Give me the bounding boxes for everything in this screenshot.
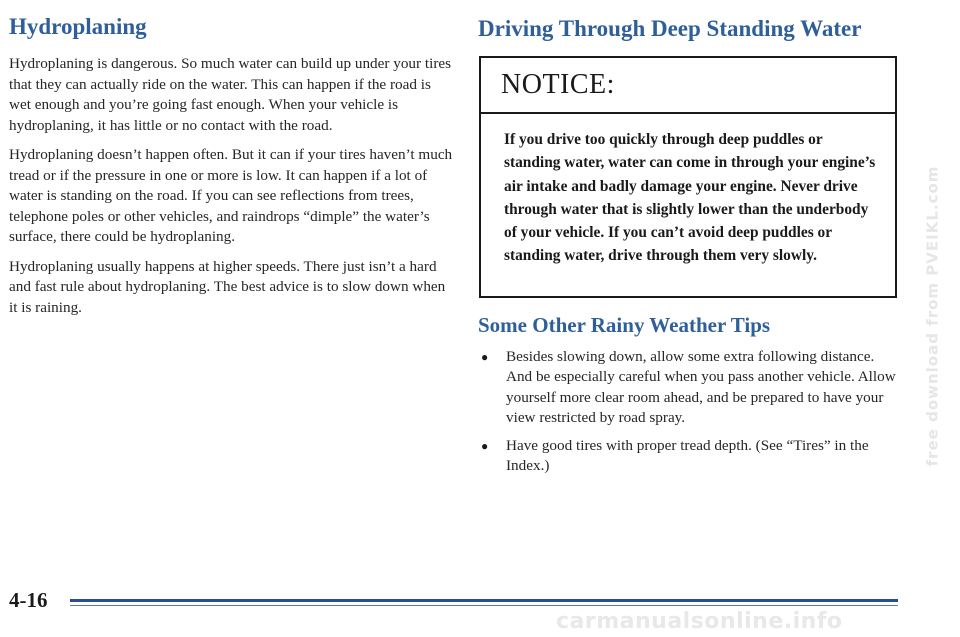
notice-title: NOTICE: bbox=[501, 69, 615, 100]
notice-title-bar bbox=[481, 58, 895, 114]
rainy-tips-list bbox=[480, 347, 900, 485]
rainy-tips-heading: Some Other Rainy Weather Tips bbox=[478, 313, 771, 337]
side-watermark bbox=[908, 20, 956, 612]
hydroplaning-paragraph-1: Hydroplaning is dangerous. So much water can build up under your tires that they can actually ride on the water. This can happen if the road is wet enough and you’re going fast enough. When your vehicle is hydroplaning, it has little or no contact with the road. bbox=[9, 55, 452, 134]
page-number: 4-16 bbox=[9, 588, 48, 612]
list-item bbox=[480, 347, 900, 428]
bullet-icon: ● bbox=[481, 439, 489, 454]
list-item bbox=[480, 436, 900, 477]
side-watermark-text: free download from PVEIKL.com bbox=[923, 165, 942, 467]
footer-rule-thin bbox=[70, 605, 898, 606]
hydroplaning-paragraph-3: Hydroplaning usually happens at higher speeds. There just isn’t a hard and fast rule about hydroplaning. The best advice is to slow down when it is raining. bbox=[9, 257, 446, 316]
hydroplaning-section bbox=[9, 54, 454, 327]
footer-rule bbox=[70, 599, 898, 602]
bullet-icon: ● bbox=[481, 350, 489, 364]
tip-text: Besides slowing down, allow some extra following distance. And be especially careful when you pass another vehicle. Allow yourself more clear room ahead, and be prepared to have your view restricted by road spray. bbox=[506, 348, 896, 426]
bottom-watermark: carmanualsonline.info bbox=[556, 609, 843, 634]
hydroplaning-heading: Hydroplaning bbox=[9, 14, 147, 39]
notice-body: If you drive too quickly through deep puddles or standing water, water can come in through your engine’s air intake and badly damage your engine. Never drive through water that is slightly lower than the underbody of your vehicle. If you can’t avoid deep puddles or standing water, drive through them very slowly. bbox=[504, 131, 876, 265]
hydroplaning-paragraph-2: Hydroplaning doesn’t happen often. But it can if your tires haven’t much tread or if the pressure in one or more is low. It can happen if a lot of water is standing on the road. If you can see reflections from trees, telephone poles or other vehicles, and raindrops “dimple” the water’s surface, there could be hydroplaning. bbox=[9, 146, 453, 245]
notice-box bbox=[479, 56, 897, 298]
tip-text: Have good tires with proper tread depth. (See “Tires” in the Index.) bbox=[506, 437, 869, 475]
deep-water-heading: Driving Through Deep Standing Water bbox=[478, 16, 862, 41]
